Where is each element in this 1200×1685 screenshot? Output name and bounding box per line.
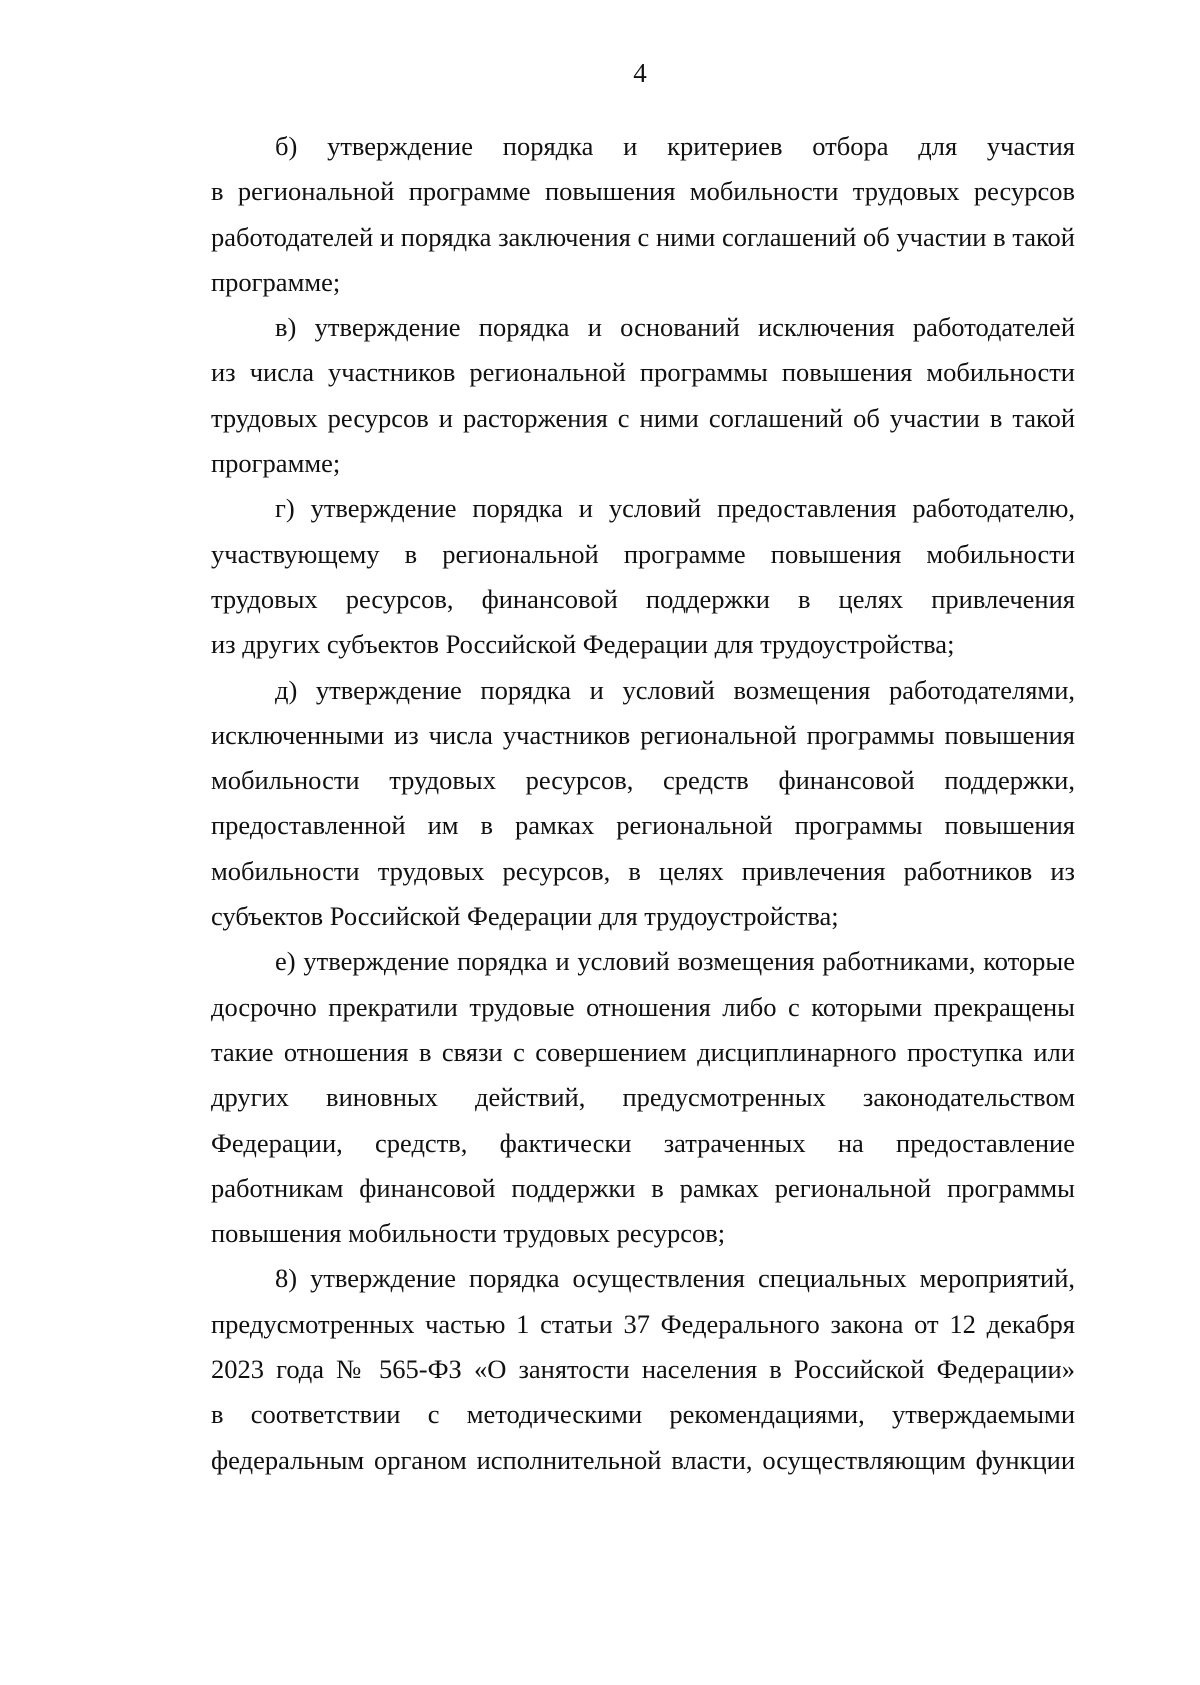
text-line: из других субъектов Российской Федерации для трудоустройства; <box>211 629 955 660</box>
text-line: досрочно прекратили трудовые отношения либо с которыми прекращены <box>211 991 1075 1022</box>
paragraph <box>211 305 1075 486</box>
text-line: из числа участников региональной программы повышения мобильности <box>211 357 1075 388</box>
text-line: федеральным органом исполнительной власти, осуществляющим функции <box>211 1444 1075 1475</box>
text-line: программе; <box>211 448 341 479</box>
text-line: б) утверждение порядка и критериев отбора для участия <box>275 131 1075 161</box>
text-line: в) утверждение порядка и оснований исключения работодателей <box>275 312 1075 343</box>
page-number: 4 <box>633 58 647 88</box>
text-line: трудовых ресурсов, финансовой поддержки в целях привлечения <box>211 583 1075 614</box>
text-line: е) утверждение порядка и условий возмещения работниками, которые <box>275 946 1075 977</box>
text-line: исключенными из числа участников региональной программы повышения <box>211 719 1075 750</box>
text-line: работникам финансовой поддержки в рамках региональной программы <box>211 1172 1075 1203</box>
text-line: трудовых ресурсов и расторжения с ними соглашений об участии в такой <box>211 402 1075 433</box>
text-line: участвующему в региональной программе повышения мобильности <box>211 538 1075 569</box>
paragraph <box>211 486 1075 667</box>
text-line: в соответствии с методическими рекомендациями, утверждаемыми <box>211 1399 1075 1430</box>
text-line: д) утверждение порядка и условий возмещения работодателями, <box>275 674 1075 705</box>
paragraph <box>211 1256 1075 1482</box>
text-line: повышения мобильности трудовых ресурсов; <box>211 1218 726 1249</box>
text-line: программе; <box>211 266 341 297</box>
paragraph <box>211 939 1075 1256</box>
text-line: мобильности трудовых ресурсов, средств финансовой поддержки, <box>211 765 1075 796</box>
text-line: предоставленной им в рамках региональной программы повышения <box>211 810 1075 841</box>
text-line: других виновных действий, предусмотренных законодательством <box>211 1082 1075 1113</box>
text-line: Федерации, средств, фактически затраченных на предоставление <box>211 1127 1075 1158</box>
paragraph <box>211 124 1075 305</box>
text-line: работодателей и порядка заключения с ними соглашений об участии в такой <box>211 221 1075 252</box>
text-line: такие отношения в связи с совершением дисциплинарного проступка или <box>211 1036 1075 1067</box>
text-line: субъектов Российской Федерации для трудоустройства; <box>211 901 839 932</box>
text-line: г) утверждение порядка и условий предоставления работодателю, <box>275 493 1075 524</box>
text-line: 2023 года № 565-ФЗ «О занятости населения в Российской Федерации» <box>211 1354 1075 1385</box>
text-line: 8) утверждение порядка осуществления специальных мероприятий, <box>275 1263 1075 1294</box>
document-body <box>211 124 1075 1483</box>
text-line: предусмотренных частью 1 статьи 37 Федерального закона от 12 декабря <box>211 1308 1075 1339</box>
paragraph <box>211 668 1075 940</box>
text-line: мобильности трудовых ресурсов, в целях привлечения работников из <box>211 855 1075 886</box>
text-line: в региональной программе повышения мобильности трудовых ресурсов <box>211 176 1075 207</box>
